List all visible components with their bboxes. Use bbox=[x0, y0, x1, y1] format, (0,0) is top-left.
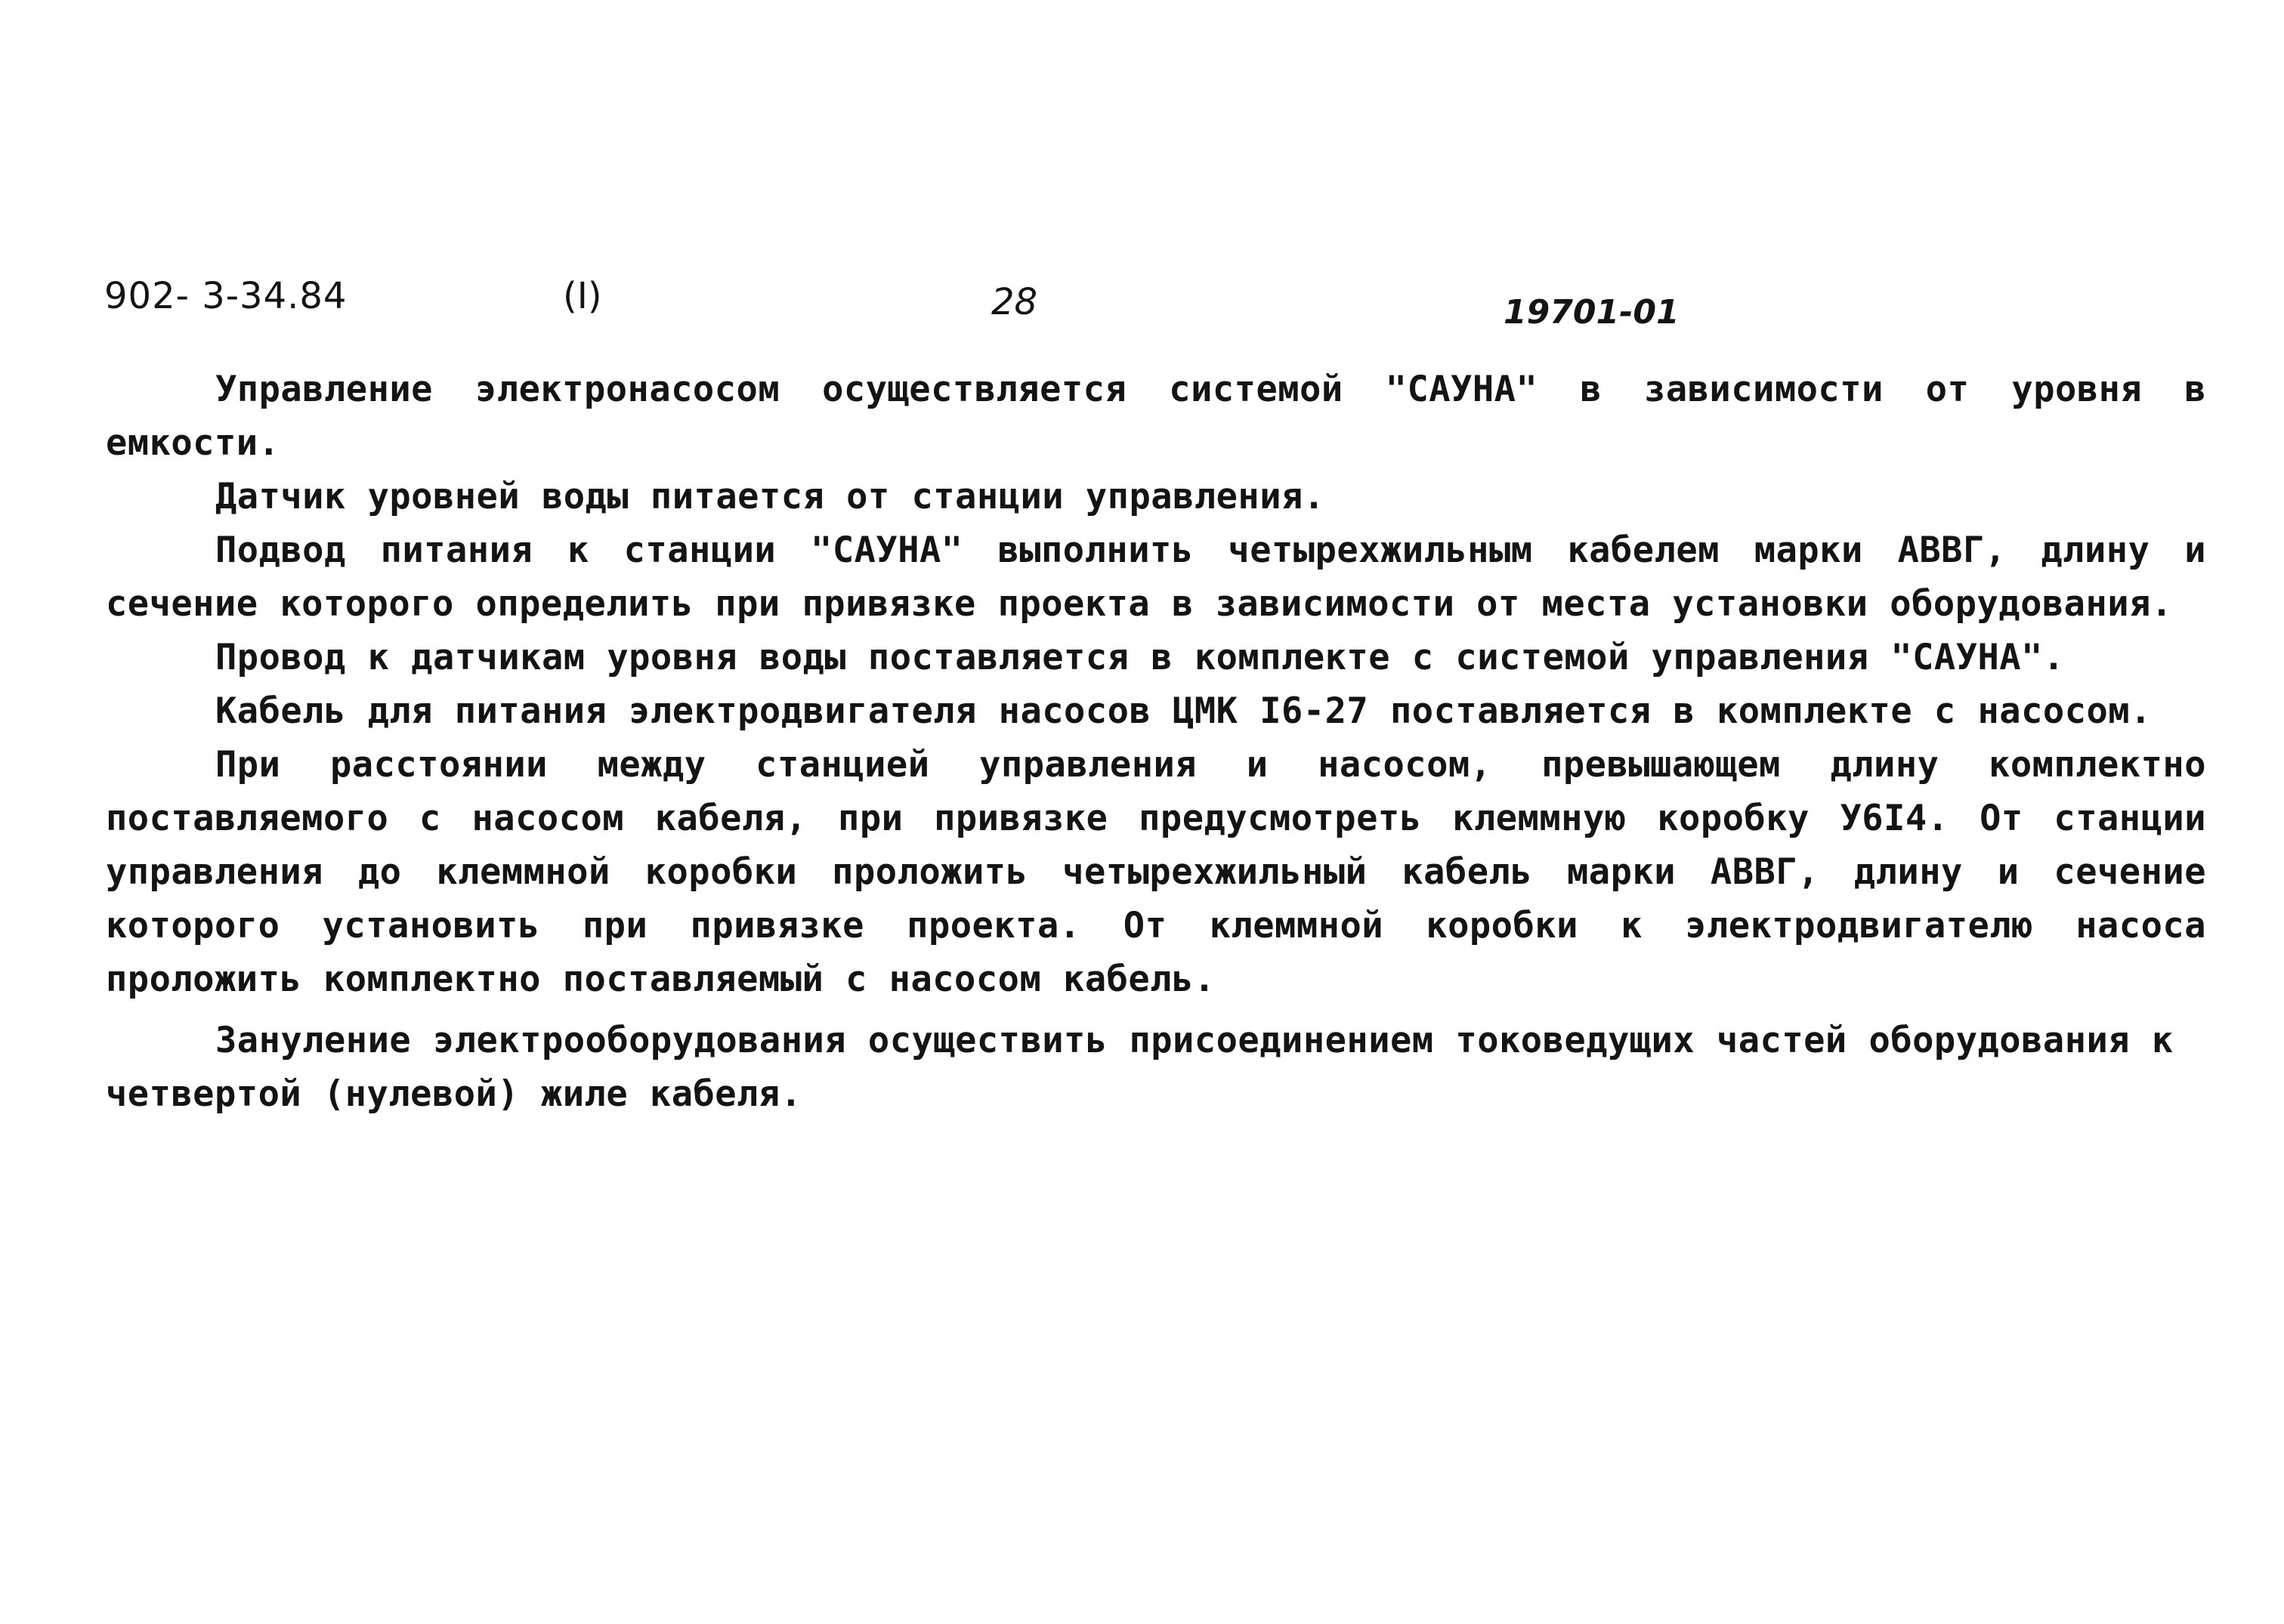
document-body bbox=[106, 363, 2206, 1121]
paragraph-grounding: Зануление электрооборудования осуществить присоединением токоведущих частей оборудования к четвертой (нулевой) жиле кабеля. bbox=[106, 1020, 2174, 1115]
paragraph-sensor-wire: Провод к датчикам уровня воды поставляется в комплекте с системой управления "САУНА". bbox=[215, 637, 2065, 678]
document-code: 902- 3-34.84 bbox=[104, 275, 348, 317]
paragraph-level-sensor: Датчик уровней воды питается от станции управления. bbox=[215, 476, 1325, 517]
sheet-number: 19701-01 bbox=[1504, 293, 1680, 332]
paragraph-control-system: Управление электронасосом осуществляется системой "САУНА" в зависимости от уровня в емкости. bbox=[106, 369, 2206, 464]
page-header bbox=[0, 273, 2284, 341]
page-number: 28 bbox=[991, 281, 1038, 323]
paragraph-motor-cable: Кабель для питания электродвигателя насосов ЦМК I6-27 поставляется в комплекте с насосом. bbox=[215, 690, 2152, 732]
paragraph-terminal-box: При расстоянии между станцией управления и насосом, превышающем длину комплектно поставляемого с насосом кабеля, при привязке предусмотреть клеммную коробку У6I4. От станции управления до клеммной коробки проложить четырехжильный кабель марки АВВГ, длину и сечение которого установить при привязке проекта. От клеммной коробки к электродвигателю насоса проложить комплектно поставляемый с насосом кабель. bbox=[106, 744, 2206, 1000]
paragraph-power-supply: Подвод питания к станции "САУНА" выполнить четырехжильным кабелем марки АВВГ, длину и сечение которого определить при привязке проекта в зависимости от места установки оборудования. bbox=[106, 529, 2206, 625]
part-number: (I) bbox=[563, 275, 602, 317]
